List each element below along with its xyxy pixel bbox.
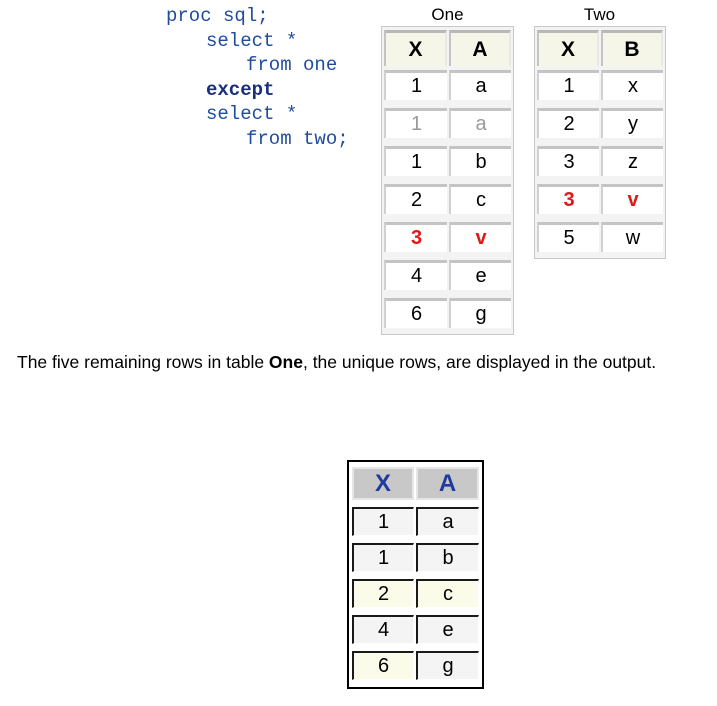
output-header-a: A <box>416 467 479 500</box>
table-one-header-a: A <box>449 30 511 66</box>
table-one <box>381 26 514 335</box>
table-one-cell-duplicate: a <box>449 108 511 138</box>
table-one-cell: b <box>449 146 511 176</box>
output-header-x: X <box>352 467 414 500</box>
output-cell: 2 <box>352 579 414 608</box>
table-one-cell-matched: v <box>449 222 511 252</box>
note-bold-table-name: One <box>268 352 303 372</box>
code-line-except: except <box>206 78 275 101</box>
table-two-cell: 3 <box>537 146 599 176</box>
output-table <box>347 460 484 689</box>
code-line-proc: proc sql; <box>166 5 269 27</box>
output-cell: a <box>416 507 479 536</box>
table-two-cell: 1 <box>537 70 599 100</box>
table-one-cell: 4 <box>384 260 447 290</box>
table-two-header-x: X <box>537 30 599 66</box>
table-one-cell: 2 <box>384 184 447 214</box>
table-two-cell: x <box>601 70 663 100</box>
table-two-cell-matched: v <box>601 184 663 214</box>
table-one-cell: 1 <box>384 146 447 176</box>
table-one-cell-duplicate: 1 <box>384 108 447 138</box>
table-one-header-x: X <box>384 30 447 66</box>
table-one-cell: g <box>449 298 511 328</box>
output-cell: b <box>416 543 479 572</box>
code-line-from-two: from two; <box>246 127 349 150</box>
table-one-cell-matched: 3 <box>384 222 447 252</box>
code-line-select: select * <box>206 29 298 52</box>
note-before: The five remaining rows in table <box>17 352 269 372</box>
table-two-caption: Two <box>583 5 616 24</box>
table-two-cell-matched: 3 <box>537 184 599 214</box>
table-two-header-b: B <box>601 30 663 66</box>
table-two-cell: w <box>601 222 663 252</box>
table-two <box>534 26 666 259</box>
explanation-text <box>17 352 656 373</box>
code-line-select-2: select * <box>206 103 298 126</box>
output-cell: 6 <box>352 651 414 680</box>
output-cell: 1 <box>352 543 414 572</box>
output-cell: 4 <box>352 615 414 644</box>
output-cell: e <box>416 615 479 644</box>
table-two-cell: 2 <box>537 108 599 138</box>
table-two-cell: 5 <box>537 222 599 252</box>
table-two-cell: z <box>601 146 663 176</box>
table-one-cell: c <box>449 184 511 214</box>
code-line-from-one: from one <box>246 54 338 77</box>
table-one-cell: 6 <box>384 298 447 328</box>
note-after: , the unique rows, are displayed in the output. <box>302 352 657 372</box>
output-cell: c <box>416 579 479 608</box>
table-one-cell: a <box>449 70 511 100</box>
output-cell: 1 <box>352 507 414 536</box>
table-two-cell: y <box>601 108 663 138</box>
table-one-cell: 1 <box>384 70 447 100</box>
table-one-caption: One <box>431 5 464 24</box>
sql-code-block <box>166 4 349 152</box>
output-cell: g <box>416 651 479 680</box>
table-one-cell: e <box>449 260 511 290</box>
